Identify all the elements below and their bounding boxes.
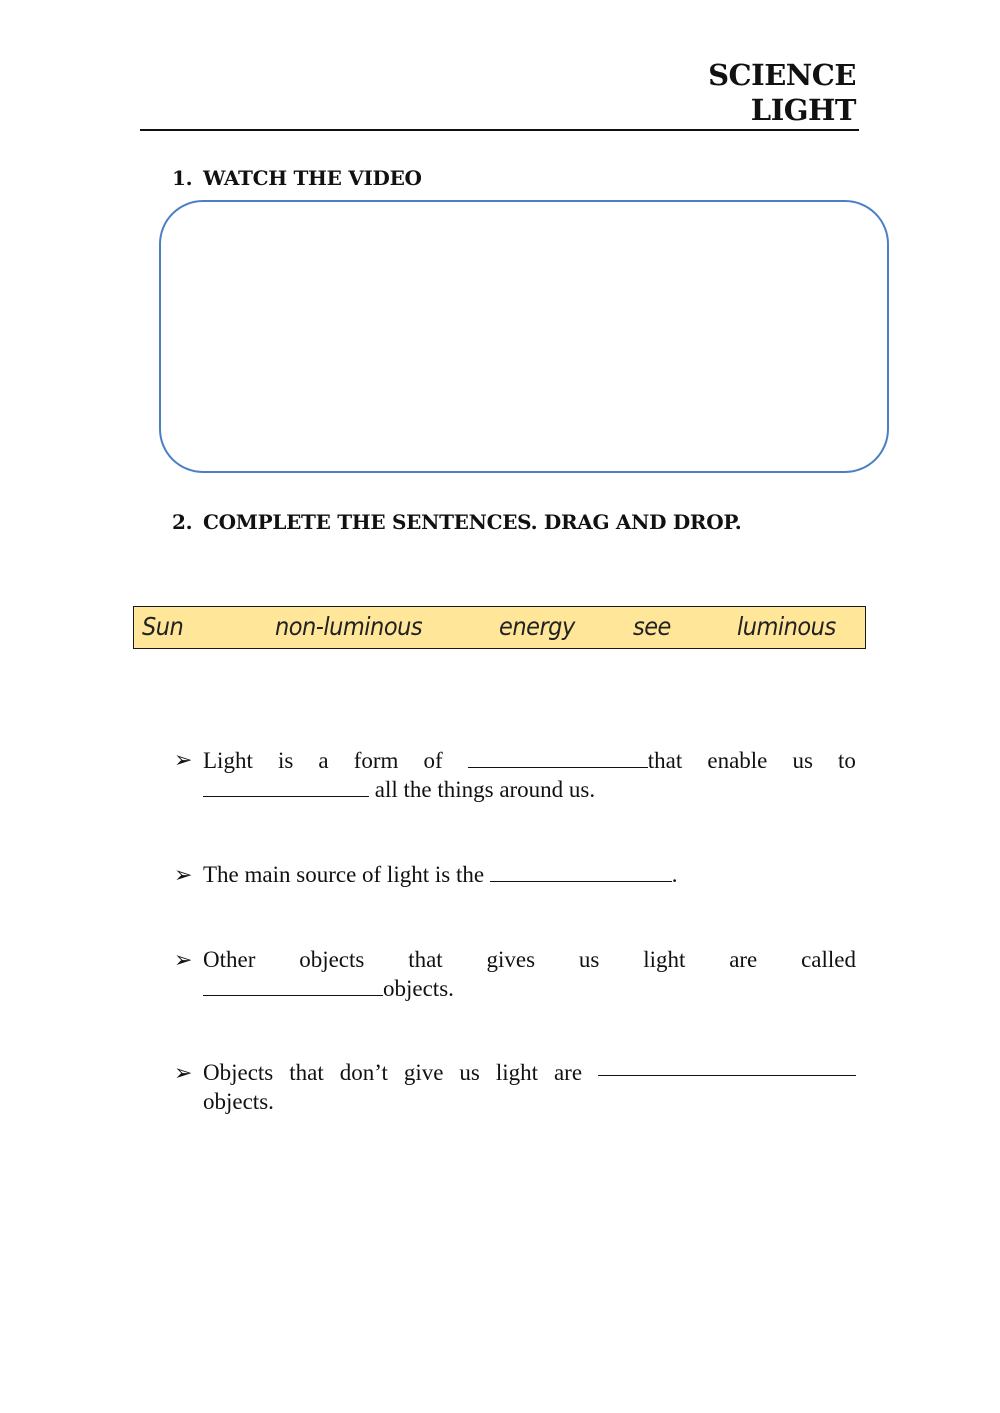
bullet-arrow-icon: ➢ [174,747,193,772]
draggable-word-non-luminous[interactable]: non-luminous [275,612,423,641]
topic-title: LIGHT [750,93,856,127]
draggable-word-energy[interactable]: energy [499,612,575,641]
sentence-2: The main source of light is the . [203,862,678,887]
video-player[interactable] [159,200,889,473]
word-bank [133,606,866,649]
sentence-4: Objects that don’t give us light are objects. [203,1058,856,1116]
sentence-3: Other objects that gives us light are called objects. [203,947,856,1001]
drop-blank-1b[interactable] [203,779,369,797]
bullet-arrow-icon: ➢ [174,862,193,887]
draggable-word-sun[interactable]: Sun [142,612,184,641]
sentence-1: Light is a form of that enable us to all the things around us. [203,748,856,802]
worksheet-header [708,58,856,128]
section-2-title: COMPLETE THE SENTENCES. DRAG AND DROP. [203,510,742,534]
section-2-heading [172,510,741,534]
drop-blank-3[interactable] [203,978,383,996]
header-divider [140,129,859,131]
bullet-arrow-icon: ➢ [174,947,193,972]
section-2-number: 2. [172,510,193,534]
section-1-title: WATCH THE VIDEO [203,166,422,190]
subject-title: SCIENCE [708,58,856,92]
drop-blank-1a[interactable] [468,750,648,768]
section-1-heading [172,166,422,190]
draggable-word-luminous[interactable]: luminous [737,612,836,641]
drop-blank-4[interactable] [598,1058,856,1076]
section-1-number: 1. [172,166,193,190]
bullet-arrow-icon: ➢ [174,1060,193,1085]
draggable-word-see[interactable]: see [633,612,671,641]
drop-blank-2[interactable] [490,864,672,882]
